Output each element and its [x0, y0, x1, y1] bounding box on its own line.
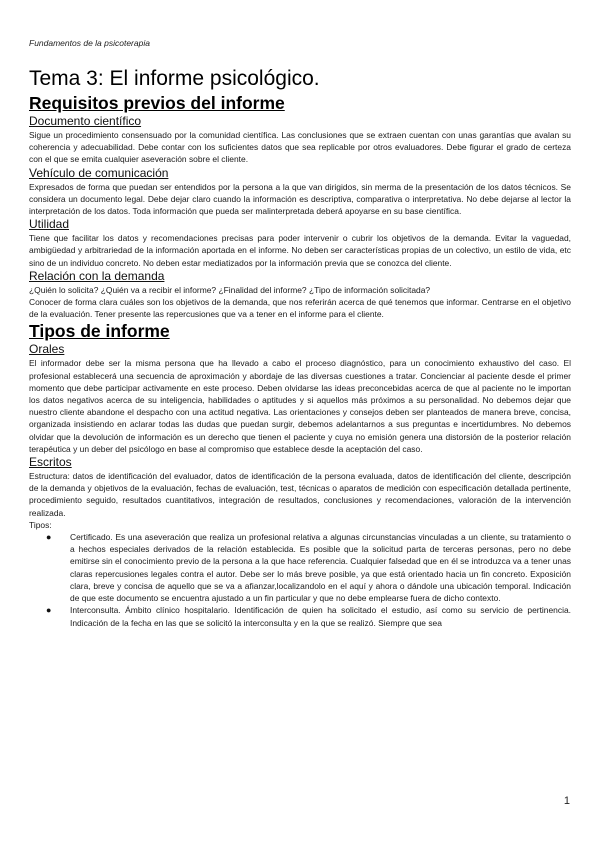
list-item-text: Certificado. Es una aseveración que realiza un profesional relativa a algunas circunstancias vinculadas a un cliente, su tratamiento o a hechos especiales derivados de la relación establecida. Es posible que la solicitud parta de terceras personas, pero no debe emitirse sin el conocimiento previo de la persona a la que hace referencia. Cualquier falsedad que en él se introduzca va a tener unas claras repercusiones legales contra el autor. Debe ser lo más breve posible, ya que está orientado hacia un fin concreto. Exposición clara, breve y concisa de aquello que se va a afianzar,localizandolo en el aquí y ahora o dándole una ubicación temporal. Indicación de que este documento se encuentra ajustado a un fin particular y que no debe emplearse fuera de dicho contexto. [70, 532, 571, 604]
section-heading-requisitos: Requisitos previos del informe [29, 93, 285, 113]
subsection-heading-orales: Orales [29, 342, 65, 357]
subsection-heading-relacion: Relación con la demanda [29, 268, 165, 283]
page-title: Tema 3: El informe psicológico. [29, 67, 320, 90]
running-header: Fundamentos de la psicoterapia [29, 38, 150, 48]
tipos-label: Tipos: [29, 519, 52, 530]
subsection-heading-escritos: Escritos [29, 455, 72, 470]
bullet-dot-icon: ● [46, 605, 52, 616]
page-content [29, 66, 571, 629]
list-item-text: Interconsulta. Ámbito clínico hospitalario. Identificación de quien ha solicitado el estudio, así como su servicio de pertinencia. Indicación de la fecha en las que se solicitó la interconsulta y en la que se realizó. Siempre que sea [70, 605, 571, 628]
paragraph-estructura: Estructura: datos de identificación del evaluador, datos de identificación de la persona evaluada, datos de identificación del cliente, descripción de la demanda y objetivos de la evaluación, fechas de evaluación, test, técnicas o aparatos de medición con especificación detallada pertinente, procedimiento seguido, resultados cuantitativos, integración de resultados, conclusiones y recomendaciones, valoración de la intervención realizada. [29, 471, 571, 518]
paragraph-utilidad: Tiene que facilitar los datos y recomendaciones precisas para poder intervenir o cubrir los objetivos de la demanda. Evitar la vaguedad, ambigüedad y arbitrariedad de la información aportada en el informe. No deben ser características propias de un colectivo, un estilo de vida, etc sino de un individuo concreto. No deben estar mediatizados por la información previa que se conozca del cliente. [29, 233, 571, 268]
page-number: 1 [563, 795, 570, 807]
paragraph-relacion-preguntas: ¿Quién lo solicita? ¿Quién va a recibir el informe? ¿Finalidad del informe? ¿Tipo de información solicitada? [29, 284, 431, 295]
list-item-certificado [29, 531, 571, 604]
subsection-heading-documento-cientifico: Documento científico [29, 114, 142, 128]
paragraph-vehiculo: Expresados de forma que puedan ser entendidos por la persona a la que van dirigidos, sin merma de la presentación de los datos técnicos. Se considera un documento legal. Debe dejar claro cuando la información es descriptiva, comparativa o interpretativa. No debe dejarse al lector la interpretación de los datos. Toda información que pueda ser malinterpretada deberá apoyarse en su base científica. [29, 181, 571, 217]
subsection-heading-vehiculo: Vehículo de comunicación [29, 165, 169, 180]
subsection-heading-utilidad: Utilidad [29, 217, 70, 232]
paragraph-orales: El informador debe ser la misma persona que ha llevado a cabo el proceso diagnóstico, para un conocimiento exhaustivo del caso. El profesional establecerá una secuencia de aproximación y abordaje de las diversas cuestiones a tratar. Concienciar al paciente desde el primer momento que debe participar activamente en este proceso. Deben olvidarse las ideas preconcebidas acerca de que al paciente no le importan los datos negativos acerca de su inteligencia, habilidades o aptitudes y si aquellos más próximos a su personalidad. No debemos dejar que nuestro cliente abandone el despacho con una actitud negativa. Las orientaciones y consejos deben ser planteados de manera breve, concisa, organizada insistiendo en aclarar todas las dudas que puedan surgir, debemos adelantarnos a sus preguntas e incertidumbres. No debemos olvidar que la devolución de información es un derecho que tienen el paciente y cuya no emisión genera una distorsión de la posterior relación terapéutica y un deber del psicólogo en base al compromiso que establece desde la aceptación del caso. [29, 358, 571, 454]
paragraph-documento-cientifico: Sigue un procedimiento consensuado por la comunidad científica. Las conclusiones que se extraen cuentan con unas garantías que avalan su coherencia y adecuabilidad. Debe contar con los suficientes datos que sea replicable por otros evaluadores. Debe figurar el grado de certeza con el que se emita cualquier aseveración sobre el cliente. [29, 130, 571, 165]
tipos-list [29, 531, 571, 629]
bullet-dot-icon: ● [46, 532, 52, 543]
paragraph-relacion: Conocer de forma clara cuáles son los objetivos de la demanda, que nos referirán acerca de qué tenemos que informar. Centrarse en el objetivo de la evaluación. Tener presente las repercusiones que va a tener en el informe para el cliente. [29, 297, 571, 320]
list-item-interconsulta [29, 604, 571, 628]
section-heading-tipos: Tipos de informe [29, 321, 170, 342]
